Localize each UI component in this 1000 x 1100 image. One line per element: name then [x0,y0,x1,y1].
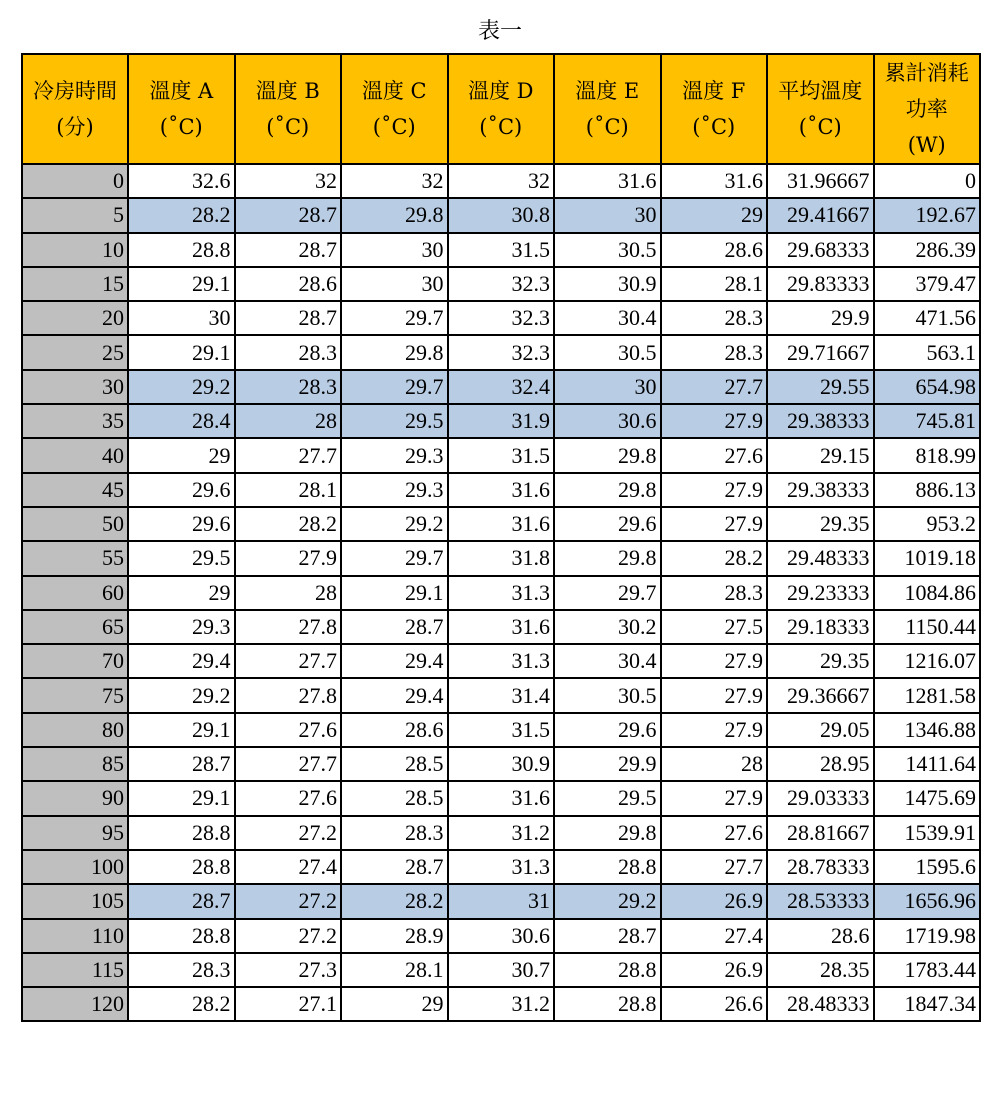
cell-avg-temp: 29.41667 [767,198,874,232]
cell-temp-c: 29.4 [341,678,448,712]
cell-cumulative-power: 886.13 [874,473,981,507]
header-line: 溫度 B [255,79,320,103]
cell-temp-b: 28.7 [235,233,342,267]
cell-time: 60 [22,576,128,610]
cell-temp-d: 31.3 [448,644,555,678]
header-line: 平均溫度 [778,79,863,103]
cell-temp-f: 28.3 [661,301,768,335]
cell-temp-a: 29.5 [128,541,235,575]
cell-temp-b: 28.6 [235,267,342,301]
cell-time: 75 [22,678,128,712]
cell-temp-f: 27.7 [661,370,768,404]
table-row [22,438,980,472]
cell-temp-d: 30.9 [448,747,555,781]
cell-time: 30 [22,370,128,404]
cell-temp-a: 28.7 [128,747,235,781]
header-cell-cumulative-power [874,54,981,164]
cell-time: 45 [22,473,128,507]
cell-temp-d: 31.6 [448,610,555,644]
cell-temp-f: 28.6 [661,233,768,267]
cell-temp-a: 29.1 [128,781,235,815]
cell-temp-f: 27.4 [661,919,768,953]
cell-temp-d: 30.7 [448,953,555,987]
cell-temp-c: 28.3 [341,816,448,850]
cell-temp-c: 29.7 [341,541,448,575]
cell-cumulative-power: 0 [874,164,981,198]
table-row [22,164,980,198]
cell-temp-c: 29.3 [341,473,448,507]
table-row [22,987,980,1021]
cell-time: 80 [22,713,128,747]
cell-temp-b: 27.4 [235,850,342,884]
cell-temp-f: 28.1 [661,267,768,301]
cell-avg-temp: 29.36667 [767,678,874,712]
table-row [22,404,980,438]
cell-temp-b: 28.3 [235,335,342,369]
cell-temp-c: 29.1 [341,576,448,610]
cell-time: 5 [22,198,128,232]
cell-temp-c: 29 [341,987,448,1021]
cell-temp-b: 27.9 [235,541,342,575]
cell-avg-temp: 29.15 [767,438,874,472]
cell-avg-temp: 29.38333 [767,404,874,438]
cell-temp-d: 31.5 [448,233,555,267]
table-row [22,678,980,712]
cell-temp-a: 28.8 [128,850,235,884]
cell-time: 10 [22,233,128,267]
cell-temp-a: 28.8 [128,816,235,850]
cell-avg-temp: 29.35 [767,644,874,678]
cell-temp-c: 29.3 [341,438,448,472]
cell-temp-d: 30.6 [448,919,555,953]
header-cell-temp-d [448,54,555,164]
header-line: (W) [907,133,946,157]
cell-temp-c: 28.6 [341,713,448,747]
cell-temp-c: 29.7 [341,301,448,335]
cell-cumulative-power: 1783.44 [874,953,981,987]
cell-temp-a: 29.1 [128,713,235,747]
cell-cumulative-power: 1019.18 [874,541,981,575]
header-cell-temp-f [661,54,768,164]
cell-temp-a: 28.2 [128,987,235,1021]
cell-temp-c: 28.1 [341,953,448,987]
table-row [22,884,980,918]
cell-temp-a: 28.4 [128,404,235,438]
cell-temp-b: 27.8 [235,610,342,644]
cell-temp-f: 27.7 [661,850,768,884]
data-table [21,53,981,1022]
header-line: (˚C) [479,115,523,139]
cell-avg-temp: 28.53333 [767,884,874,918]
header-line: 溫度 C [361,79,427,103]
cell-temp-d: 31.6 [448,507,555,541]
cell-temp-a: 29 [128,576,235,610]
cell-temp-f: 27.6 [661,816,768,850]
cell-temp-c: 29.2 [341,507,448,541]
cell-temp-f: 27.9 [661,473,768,507]
cell-temp-d: 32.3 [448,335,555,369]
table-row [22,850,980,884]
cell-temp-f: 29 [661,198,768,232]
cell-temp-f: 26.9 [661,953,768,987]
cell-temp-b: 27.6 [235,781,342,815]
table-row [22,301,980,335]
header-line: (˚C) [692,115,736,139]
cell-cumulative-power: 1346.88 [874,713,981,747]
header-cell-avg-temp [767,54,874,164]
cell-temp-e: 29.5 [554,781,661,815]
table-row [22,370,980,404]
cell-temp-c: 28.7 [341,850,448,884]
cell-temp-c: 28.7 [341,610,448,644]
header-line: 溫度 E [575,79,640,103]
header-line: (分) [56,115,94,139]
cell-temp-f: 26.6 [661,987,768,1021]
table-row [22,267,980,301]
table-caption: 表一 [477,19,522,44]
table-row [22,541,980,575]
cell-time: 15 [22,267,128,301]
table-row [22,747,980,781]
cell-temp-c: 29.4 [341,644,448,678]
cell-temp-b: 27.6 [235,713,342,747]
cell-cumulative-power: 1719.98 [874,919,981,953]
cell-cumulative-power: 563.1 [874,335,981,369]
cell-temp-c: 29.5 [341,404,448,438]
cell-temp-c: 30 [341,267,448,301]
cell-temp-b: 27.7 [235,438,342,472]
cell-temp-b: 27.7 [235,644,342,678]
cell-avg-temp: 29.05 [767,713,874,747]
cell-temp-e: 29.8 [554,541,661,575]
cell-temp-a: 29.2 [128,678,235,712]
cell-cumulative-power: 1475.69 [874,781,981,815]
header-line: 累計消耗 [884,61,969,85]
cell-temp-a: 29.3 [128,610,235,644]
cell-temp-f: 31.6 [661,164,768,198]
cell-temp-d: 31.4 [448,678,555,712]
cell-time: 65 [22,610,128,644]
cell-time: 55 [22,541,128,575]
table-row [22,781,980,815]
cell-temp-d: 30.8 [448,198,555,232]
cell-time: 50 [22,507,128,541]
cell-temp-f: 27.9 [661,507,768,541]
header-line: (˚C) [372,115,416,139]
cell-temp-b: 32 [235,164,342,198]
cell-cumulative-power: 1150.44 [874,610,981,644]
cell-avg-temp: 29.18333 [767,610,874,644]
cell-avg-temp: 28.95 [767,747,874,781]
cell-avg-temp: 28.6 [767,919,874,953]
cell-avg-temp: 29.03333 [767,781,874,815]
cell-temp-d: 31.8 [448,541,555,575]
cell-temp-c: 28.9 [341,919,448,953]
cell-time: 85 [22,747,128,781]
header-line: (˚C) [798,115,842,139]
cell-temp-e: 29.7 [554,576,661,610]
header-cell-temp-b [235,54,342,164]
cell-temp-e: 30.4 [554,644,661,678]
cell-temp-d: 31 [448,884,555,918]
cell-temp-a: 28.7 [128,884,235,918]
cell-temp-a: 29.2 [128,370,235,404]
cell-temp-a: 30 [128,301,235,335]
cell-temp-a: 29.1 [128,335,235,369]
cell-temp-f: 27.9 [661,713,768,747]
cell-time: 90 [22,781,128,815]
cell-temp-b: 27.3 [235,953,342,987]
cell-temp-d: 32.4 [448,370,555,404]
cell-temp-e: 29.8 [554,473,661,507]
cell-avg-temp: 29.83333 [767,267,874,301]
cell-avg-temp: 29.68333 [767,233,874,267]
cell-temp-c: 28.5 [341,747,448,781]
table-row [22,576,980,610]
table-row [22,473,980,507]
header-row [22,54,980,164]
cell-temp-d: 31.2 [448,987,555,1021]
cell-temp-e: 31.6 [554,164,661,198]
cell-temp-e: 30.5 [554,335,661,369]
cell-temp-f: 27.6 [661,438,768,472]
cell-temp-b: 27.2 [235,816,342,850]
cell-time: 100 [22,850,128,884]
cell-time: 115 [22,953,128,987]
cell-cumulative-power: 1847.34 [874,987,981,1021]
cell-temp-a: 28.3 [128,953,235,987]
cell-temp-d: 31.9 [448,404,555,438]
header-line: (˚C) [159,115,203,139]
header-line: (˚C) [585,115,629,139]
cell-avg-temp: 29.71667 [767,335,874,369]
cell-temp-c: 29.8 [341,335,448,369]
cell-temp-e: 30.5 [554,233,661,267]
cell-temp-a: 28.8 [128,233,235,267]
cell-time: 20 [22,301,128,335]
table-row [22,507,980,541]
cell-temp-f: 28.3 [661,335,768,369]
cell-temp-b: 28.3 [235,370,342,404]
table-row [22,198,980,232]
cell-cumulative-power: 654.98 [874,370,981,404]
cell-temp-d: 32 [448,164,555,198]
table-row [22,610,980,644]
table-row [22,953,980,987]
cell-cumulative-power: 1595.6 [874,850,981,884]
cell-temp-f: 27.9 [661,644,768,678]
cell-temp-d: 32.3 [448,301,555,335]
cell-avg-temp: 29.9 [767,301,874,335]
cell-temp-f: 28.3 [661,576,768,610]
cell-cumulative-power: 192.67 [874,198,981,232]
cell-temp-b: 27.1 [235,987,342,1021]
cell-temp-f: 27.5 [661,610,768,644]
cell-temp-d: 31.3 [448,850,555,884]
cell-temp-c: 29.7 [341,370,448,404]
cell-temp-d: 31.5 [448,713,555,747]
cell-temp-e: 30 [554,370,661,404]
table-row [22,816,980,850]
cell-temp-b: 27.8 [235,678,342,712]
cell-temp-f: 28 [661,747,768,781]
cell-temp-b: 28.7 [235,198,342,232]
cell-temp-b: 27.2 [235,919,342,953]
cell-avg-temp: 29.55 [767,370,874,404]
cell-cumulative-power: 1216.07 [874,644,981,678]
cell-time: 110 [22,919,128,953]
cell-temp-e: 29.6 [554,713,661,747]
cell-temp-a: 29 [128,438,235,472]
cell-temp-e: 30.9 [554,267,661,301]
cell-time: 70 [22,644,128,678]
cell-temp-e: 30.4 [554,301,661,335]
cell-temp-e: 29.6 [554,507,661,541]
header-line: 溫度 A [149,79,214,103]
cell-temp-a: 29.6 [128,507,235,541]
cell-cumulative-power: 1084.86 [874,576,981,610]
table-row [22,713,980,747]
cell-avg-temp: 31.96667 [767,164,874,198]
table-body [22,164,980,1021]
cell-temp-c: 30 [341,233,448,267]
cell-temp-e: 30.2 [554,610,661,644]
cell-temp-e: 28.8 [554,850,661,884]
cell-cumulative-power: 471.56 [874,301,981,335]
cell-temp-e: 29.9 [554,747,661,781]
header-cell-temp-e [554,54,661,164]
cell-time: 40 [22,438,128,472]
cell-cumulative-power: 286.39 [874,233,981,267]
cell-temp-e: 28.8 [554,987,661,1021]
cell-avg-temp: 29.35 [767,507,874,541]
cell-temp-b: 27.2 [235,884,342,918]
cell-time: 0 [22,164,128,198]
cell-temp-e: 29.2 [554,884,661,918]
cell-temp-d: 32.3 [448,267,555,301]
cell-avg-temp: 28.81667 [767,816,874,850]
cell-avg-temp: 29.23333 [767,576,874,610]
cell-temp-a: 32.6 [128,164,235,198]
cell-temp-c: 29.8 [341,198,448,232]
header-cell-time [22,54,128,164]
cell-temp-c: 32 [341,164,448,198]
cell-temp-f: 27.9 [661,404,768,438]
cell-temp-f: 26.9 [661,884,768,918]
cell-cumulative-power: 818.99 [874,438,981,472]
cell-temp-a: 28.2 [128,198,235,232]
cell-temp-b: 28 [235,576,342,610]
table-row [22,644,980,678]
cell-temp-f: 27.9 [661,781,768,815]
cell-temp-f: 27.9 [661,678,768,712]
cell-temp-e: 29.8 [554,438,661,472]
cell-temp-f: 28.2 [661,541,768,575]
cell-temp-e: 28.8 [554,953,661,987]
header-line: 功率 [905,97,948,121]
cell-cumulative-power: 745.81 [874,404,981,438]
cell-avg-temp: 29.48333 [767,541,874,575]
cell-temp-d: 31.6 [448,781,555,815]
header-line: 溫度 F [682,79,746,103]
cell-time: 25 [22,335,128,369]
cell-temp-e: 30 [554,198,661,232]
cell-cumulative-power: 953.2 [874,507,981,541]
cell-time: 105 [22,884,128,918]
cell-cumulative-power: 1281.58 [874,678,981,712]
header-line: (˚C) [266,115,310,139]
cell-temp-c: 28.5 [341,781,448,815]
cell-temp-b: 28 [235,404,342,438]
cell-avg-temp: 29.38333 [767,473,874,507]
cell-cumulative-power: 379.47 [874,267,981,301]
cell-cumulative-power: 1539.91 [874,816,981,850]
header-cell-temp-c [341,54,448,164]
header-line: 溫度 D [467,79,534,103]
table-row [22,919,980,953]
cell-avg-temp: 28.35 [767,953,874,987]
cell-temp-b: 28.7 [235,301,342,335]
cell-temp-d: 31.5 [448,438,555,472]
cell-temp-b: 28.1 [235,473,342,507]
cell-time: 35 [22,404,128,438]
cell-temp-b: 27.7 [235,747,342,781]
cell-temp-a: 29.6 [128,473,235,507]
table-row [22,233,980,267]
cell-avg-temp: 28.48333 [767,987,874,1021]
cell-avg-temp: 28.78333 [767,850,874,884]
cell-temp-b: 28.2 [235,507,342,541]
cell-temp-a: 28.8 [128,919,235,953]
cell-cumulative-power: 1411.64 [874,747,981,781]
cell-time: 95 [22,816,128,850]
cell-temp-e: 30.6 [554,404,661,438]
cell-cumulative-power: 1656.96 [874,884,981,918]
cell-temp-e: 29.8 [554,816,661,850]
cell-temp-d: 31.3 [448,576,555,610]
table-row [22,335,980,369]
cell-temp-a: 29.4 [128,644,235,678]
cell-temp-e: 28.7 [554,919,661,953]
header-cell-temp-a [128,54,235,164]
header-line: 冷房時間 [33,79,117,103]
cell-temp-d: 31.6 [448,473,555,507]
cell-temp-e: 30.5 [554,678,661,712]
cell-time: 120 [22,987,128,1021]
cell-temp-c: 28.2 [341,884,448,918]
cell-temp-d: 31.2 [448,816,555,850]
cell-temp-a: 29.1 [128,267,235,301]
